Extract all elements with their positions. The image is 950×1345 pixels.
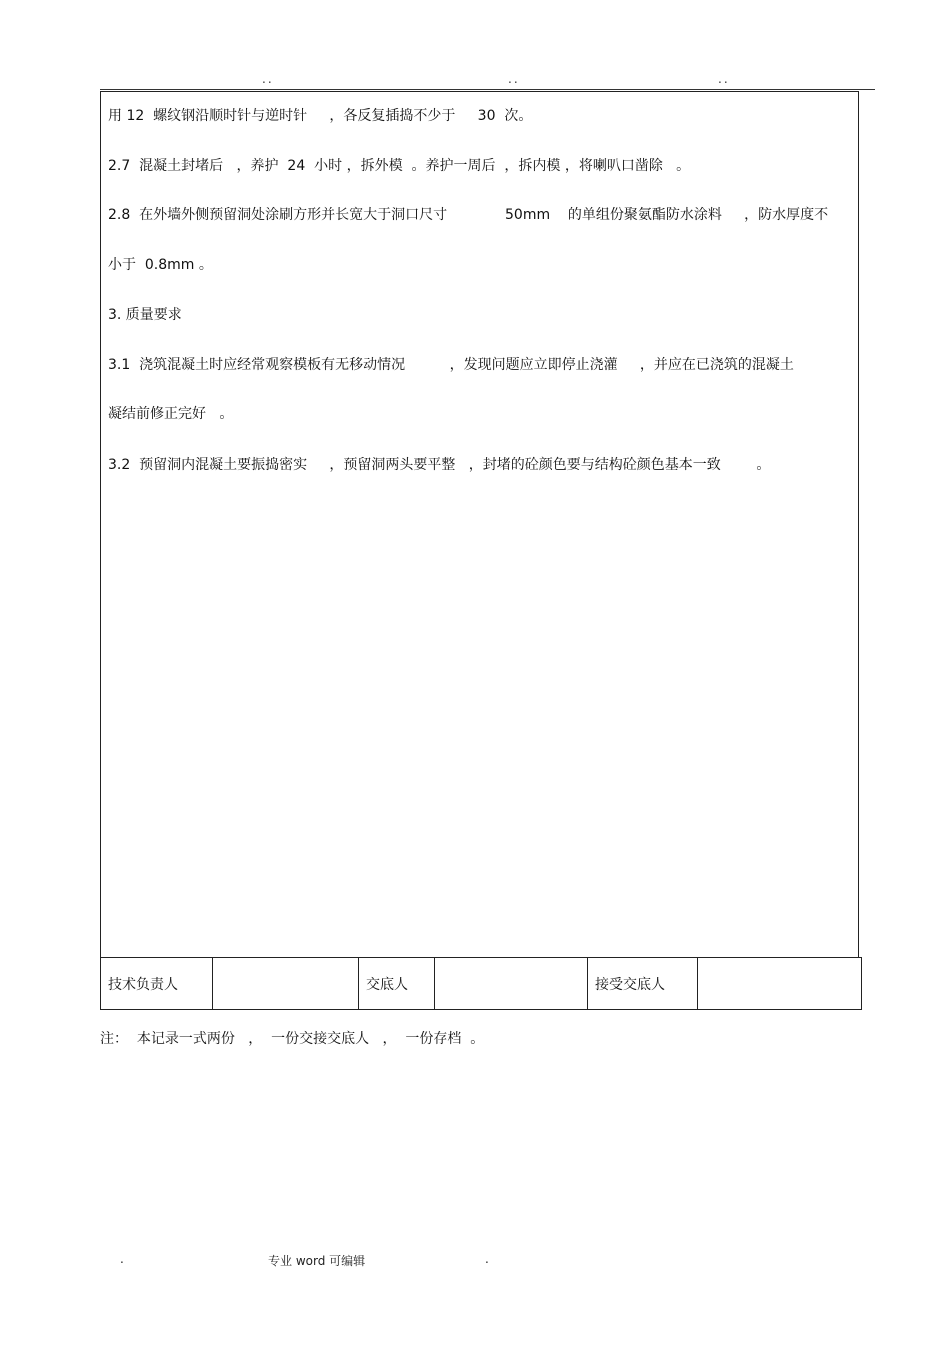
body-line-1: 用 12 螺纹钢沿顺时针与逆时针 ，各反复插捣不少于 30 次。 — [108, 108, 533, 124]
body-line-7: 凝结前修正完好 。 — [108, 406, 234, 422]
section-heading-quality: 3. 质量要求 — [108, 307, 182, 323]
footer-dot-left: . — [120, 1252, 124, 1266]
tech-lead-field[interactable] — [213, 958, 359, 1010]
receiver-label: 接受交底人 — [588, 958, 698, 1010]
body-line-8: 3.2 预留洞内混凝土要振捣密实 ，预留洞两头要平整 ，封堵的砼颜色要与结构砼颜色基本一致 。 — [108, 457, 771, 473]
footnote: 注： 本记录一式两份 ， 一份交接交底人 ， 一份存档 。 — [100, 1031, 485, 1047]
signature-table — [100, 957, 862, 1010]
footer-dot-right: . — [485, 1252, 489, 1266]
signature-row — [101, 958, 862, 1010]
receiver-field[interactable] — [698, 958, 862, 1010]
header-rule — [100, 89, 875, 90]
footer-text: 专业 word 可编辑 — [268, 1254, 366, 1268]
body-line-3: 2.8 在外墙外侧预留洞处涂刷方形并长宽大于洞口尺寸 50mm 的单组份聚氨酯防水涂料 ，防水厚度不 — [108, 207, 829, 223]
body-line-4: 小于 0.8mm 。 — [108, 257, 213, 273]
tech-lead-label: 技术负责人 — [101, 958, 213, 1010]
header-dots-right: .. — [718, 72, 730, 86]
presenter-field[interactable] — [435, 958, 588, 1010]
header-dots-left: .. — [262, 72, 274, 86]
header-dots-mid: .. — [508, 72, 520, 86]
presenter-label: 交底人 — [359, 958, 435, 1010]
body-line-6: 3.1 浇筑混凝土时应经常观察模板有无移动情况 ，发现问题应立即停止浇灌 ，并应在已浇筑的混凝土 — [108, 357, 794, 373]
body-line-2: 2.7 混凝土封堵后 ，养护 24 小时 ，拆外模 。养护一周后 ，拆内模 ，将喇叭口凿除 。 — [108, 158, 691, 174]
